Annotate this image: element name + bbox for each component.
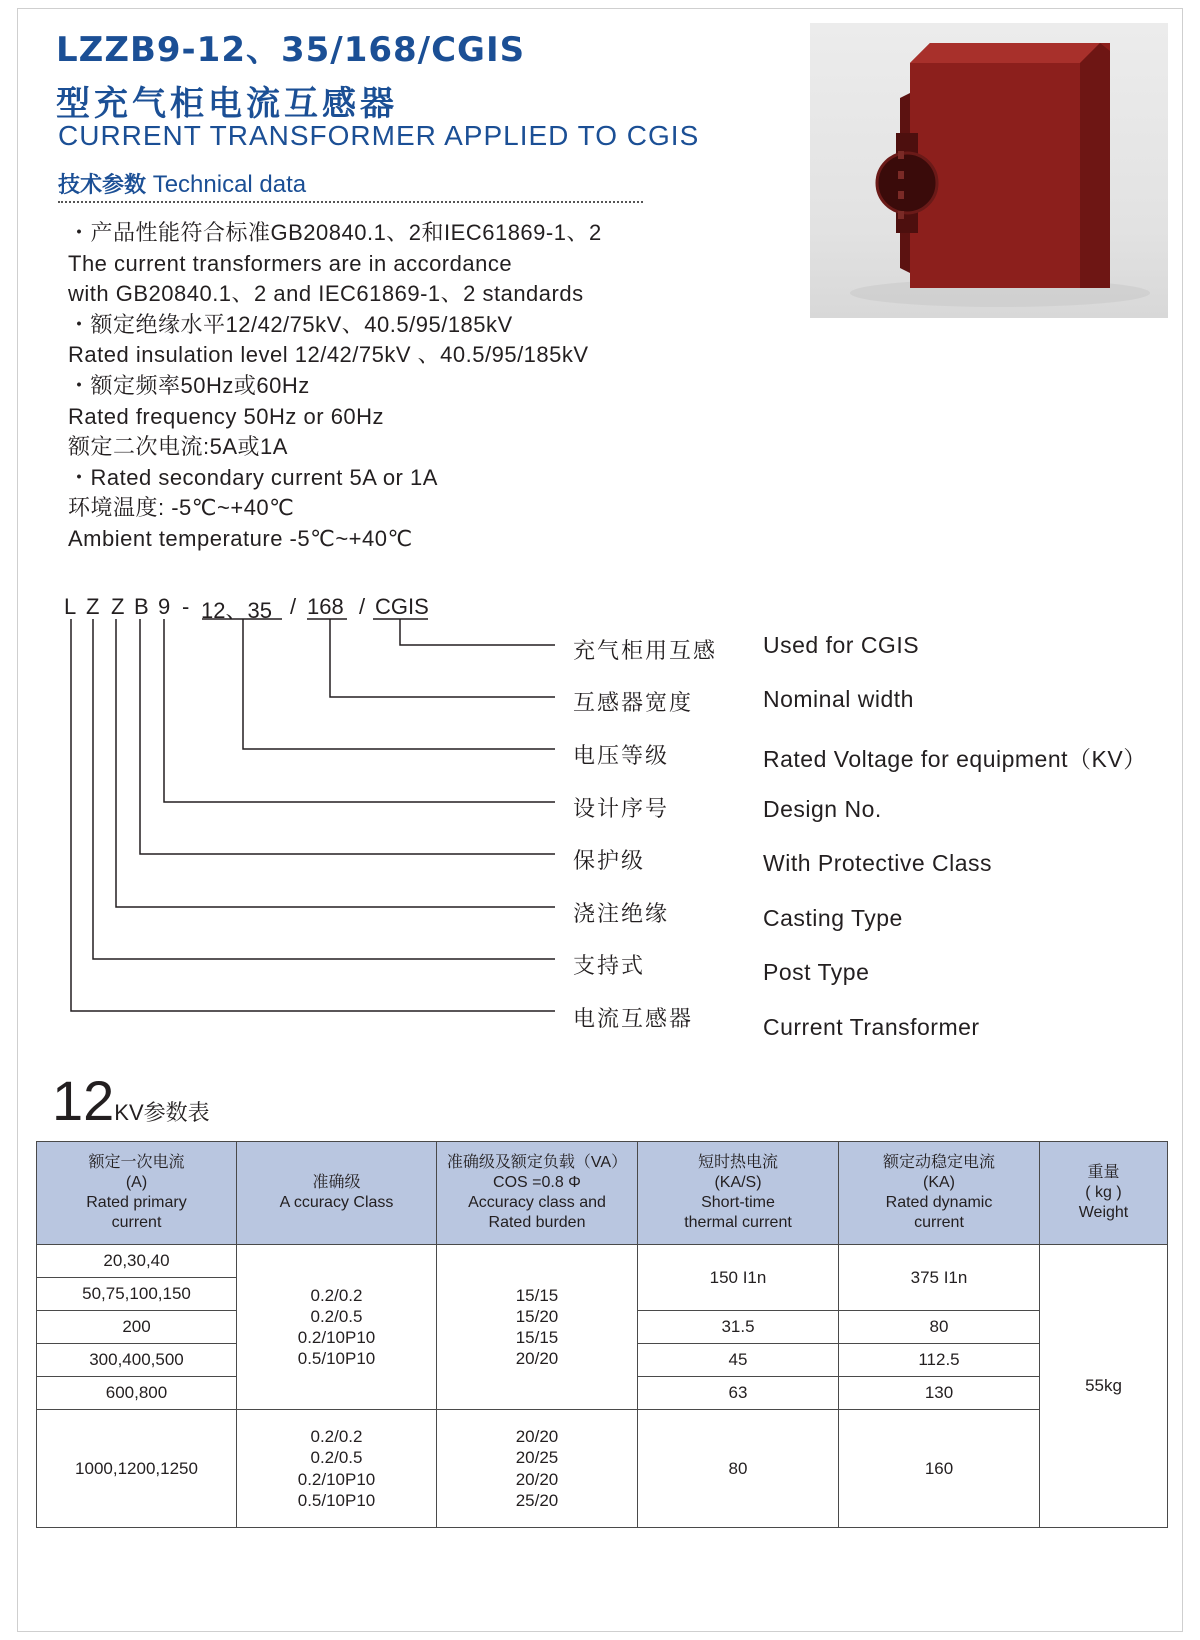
cell-thermal-current: 63 (638, 1377, 839, 1410)
cell-weight: 55kg (1040, 1245, 1168, 1528)
header-dynamic-current: 额定动稳定电流 (KA) Rated dynamic current (839, 1142, 1040, 1245)
cell-primary-current: 1000,1200,1250 (37, 1410, 237, 1528)
code-char-cgis: CGIS (375, 594, 429, 619)
table-row (37, 1410, 1168, 1528)
meaning-en-voltage: Rated Voltage for equipment（KV） (763, 746, 1147, 772)
header-weight: 重量 ( kg ) Weight (1040, 1142, 1168, 1245)
meaning-cn-ct: 电流互感器 (573, 1007, 694, 1032)
spec-line: 额定二次电流:5A或1A (68, 434, 288, 460)
table-heading-cn: 参数表 (143, 1101, 210, 1126)
code-char-slash1: / (290, 594, 297, 619)
meaning-cn-design: 设计序号 (573, 797, 670, 822)
spec-line: 环境温度: -5℃~+40℃ (68, 495, 295, 521)
meaning-en-design: Design No. (763, 796, 882, 822)
code-char-voltage: 12、35 (201, 598, 272, 623)
table-heading-voltage: 12 (52, 1069, 115, 1132)
spec-line: Ambient temperature -5℃~+40℃ (68, 525, 413, 551)
table-header-row (37, 1142, 1168, 1245)
code-char-l: L (64, 594, 77, 619)
meaning-en-post: Post Type (763, 959, 870, 985)
spec-line: Rated insulation level 12/42/75kV 、40.5/95/185kV (68, 342, 589, 368)
cell-dynamic-current: 375 I1n (839, 1245, 1040, 1311)
spec-line: Rated frequency 50Hz or 60Hz (68, 403, 385, 429)
code-char-z1: Z (86, 594, 100, 619)
cell-accuracy-class: 0.2/0.2 0.2/0.5 0.2/10P10 0.5/10P10 (237, 1245, 437, 1410)
spec-line: ・额定频率50Hz或60Hz (68, 372, 310, 398)
meaning-en-width: Nominal width (763, 686, 914, 712)
header-rated-burden: 准确级及额定负载（VA） COS =0.8 Φ Accuracy class and Rated burden (437, 1142, 638, 1245)
cell-thermal-current: 80 (638, 1410, 839, 1528)
table-heading (52, 1068, 210, 1133)
english-title: CURRENT TRANSFORMER APPLIED TO CGIS (58, 120, 700, 151)
code-char-dash: - (182, 594, 190, 619)
spec-line: ・Rated secondary current 5A or 1A (68, 464, 438, 490)
table-heading-unit: KV (114, 1100, 144, 1125)
cell-thermal-current: 150 I1n (638, 1245, 839, 1311)
cell-primary-current: 50,75,100,150 (37, 1278, 237, 1311)
technical-data-heading-en: Technical data (152, 171, 307, 198)
header-primary-current: 额定一次电流 (A) Rated primary current (37, 1142, 237, 1245)
header-accuracy-class: 准确级 A ccuracy Class (237, 1142, 437, 1245)
cell-accuracy-class: 0.2/0.2 0.2/0.5 0.2/10P10 0.5/10P10 (237, 1410, 437, 1528)
current-transformer-illustration (810, 23, 1168, 318)
cell-dynamic-current: 80 (839, 1311, 1040, 1344)
code-char-b: B (134, 594, 149, 619)
meaning-en-casting: Casting Type (763, 905, 903, 931)
technical-data-heading (58, 168, 306, 199)
cell-dynamic-current: 130 (839, 1377, 1040, 1410)
cell-primary-current: 600,800 (37, 1377, 237, 1410)
cell-thermal-current: 45 (638, 1344, 839, 1377)
cell-dynamic-current: 160 (839, 1410, 1040, 1528)
code-char-width: 168 (307, 594, 344, 619)
code-char-z2: Z (111, 594, 125, 619)
meaning-en-protective: With Protective Class (763, 850, 993, 876)
spec-line: ・额定绝缘水平12/42/75kV、40.5/95/185kV (68, 311, 513, 337)
code-char-9: 9 (158, 594, 171, 619)
code-char-slash2: / (359, 594, 366, 619)
product-photo (810, 23, 1168, 318)
meaning-cn-protective: 保护级 (573, 849, 646, 874)
parameter-table (36, 1141, 1168, 1528)
cell-primary-current: 300,400,500 (37, 1344, 237, 1377)
cell-thermal-current: 31.5 (638, 1311, 839, 1344)
model-title: LZZB9-12、35/168/CGIS (56, 30, 526, 70)
technical-data-list (68, 218, 602, 555)
meaning-cn-cgis: 充气柜用互感 (573, 639, 718, 664)
meaning-cn-voltage: 电压等级 (573, 744, 670, 769)
cell-primary-current: 20,30,40 (37, 1245, 237, 1278)
header-thermal-current: 短时热电流 (KA/S) Short-time thermal current (638, 1142, 839, 1245)
meaning-en-ct: Current Transformer (763, 1014, 980, 1040)
cell-rated-burden: 20/20 20/25 20/20 25/20 (437, 1410, 638, 1528)
cell-primary-current: 200 (37, 1311, 237, 1344)
meaning-cn-width: 互感器宽度 (573, 691, 694, 716)
spec-line: The current transformers are in accordance (68, 250, 513, 276)
meaning-en-cgis: Used for CGIS (763, 632, 920, 658)
table-row (37, 1245, 1168, 1278)
spec-line: ・产品性能符合标准GB20840.1、2和IEC61869-1、2 (68, 220, 602, 245)
technical-data-heading-cn: 技术参数 (58, 173, 147, 198)
cell-rated-burden: 15/15 15/20 15/15 20/20 (437, 1245, 638, 1410)
meaning-cn-post: 支持式 (573, 954, 646, 979)
meaning-cn-casting: 浇注绝缘 (573, 902, 670, 927)
dotted-divider (58, 201, 643, 203)
chinese-title: 型充气柜电流互感器 (56, 84, 398, 124)
cell-dynamic-current: 112.5 (839, 1344, 1040, 1377)
spec-line: with GB20840.1、2 and IEC61869-1、2 standards (68, 281, 584, 307)
